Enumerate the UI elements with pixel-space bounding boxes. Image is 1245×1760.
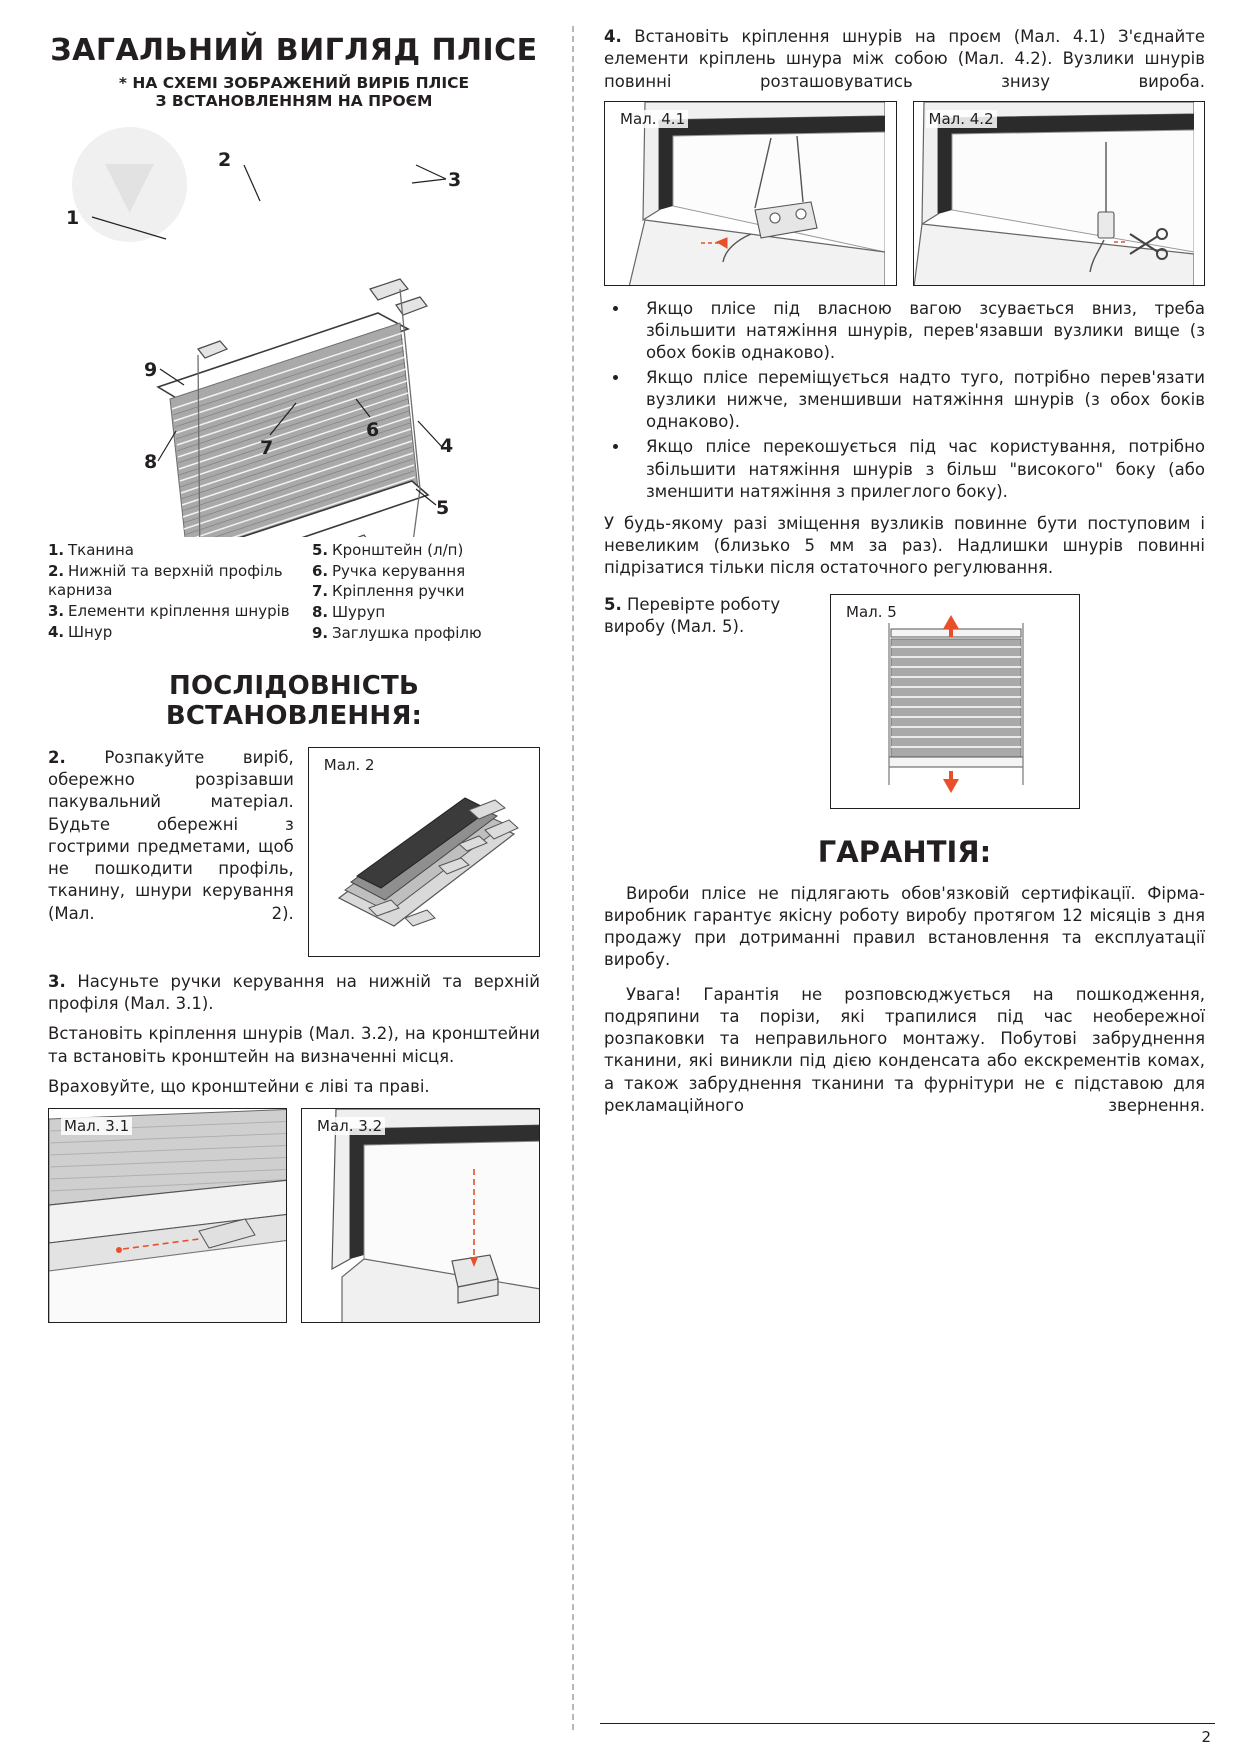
- figure-3-1-illustration: [49, 1109, 287, 1323]
- callout-1: 1: [66, 206, 80, 229]
- callout-5: 5: [436, 496, 450, 519]
- step-4-paragraph: [604, 26, 1205, 93]
- list-item: 4. Шнур: [48, 622, 113, 641]
- page-number: 2: [1201, 1728, 1211, 1746]
- warranty-paragraph-2: Увага! Гарантія не розповсюджується на пошкодження, подряпини та порізи, які трапилися під час необережної розпаковки та неправильного монтажу. Побутові забруднення тканини, які виникли під дією конденсата або екскрементів комах, а також забруднення тканини та фурнітури не є підставою для рекламаційного звернення.: [604, 984, 1205, 1115]
- list-item: 8. Шуруп: [312, 603, 386, 622]
- callout-8: 8: [144, 450, 158, 473]
- callout-7: 7: [260, 436, 274, 459]
- list-item: • Якщо пліcе переміщується надто туго, потрібно перев'язати вузлики нижче, зменшивши натяжіння шнурів (з обох боків однаково).: [630, 367, 1205, 433]
- figure-5-illustration: [831, 595, 1080, 809]
- general-view-diagram: [48, 117, 540, 537]
- step-3-figures: [48, 1108, 540, 1323]
- list-item: 2. Нижній та верхній профіль карниза: [48, 561, 283, 600]
- list-item: • Якщо пліcе під власною вагою зсувається вниз, треба збільшити натяжіння шнурів, перев'язавши вузлики вище (з обох боків однаково).: [630, 298, 1205, 364]
- column-divider: [572, 26, 574, 1730]
- step-2-text: Розпакуйте виріб, обережно розрізавши пакувальний матеріал. Будьте обережні з гострими предметами, щоб не пошкодити профіль, тканину, шнури керування (Мал. 2).: [48, 747, 294, 923]
- figure-3-2-illustration: [302, 1109, 540, 1323]
- step-5-number: 5.: [604, 594, 622, 614]
- step-4-text: Встановіть кріплення шнурів на проєм (Мал. 4.1) З'єднайте елементи кріплень шнура між собою (Мал. 4.2). Вузлики шнурів повинні розташовуватись знизу виробa.: [604, 27, 1205, 91]
- step-4-number: 4.: [604, 27, 622, 46]
- figure-4-2-illustration: [914, 102, 1194, 286]
- figure-4-2-label: Мал. 4.2: [926, 110, 997, 128]
- figure-5: [830, 594, 1080, 809]
- figure-3-1: [48, 1108, 287, 1323]
- step-3-line-1: Насуньте ручки керування на нижній та верхній профіля (Мал. 3.1).: [48, 971, 540, 1014]
- callout-2: 2: [218, 148, 232, 171]
- list-item: 1. Тканина: [48, 540, 134, 559]
- step-3-line-3: Враховуйте, що кронштейни є ліві та праві.: [48, 1076, 430, 1096]
- list-item: 5. Кронштейн (л/п): [312, 540, 464, 559]
- step-3-paragraph-1: [48, 971, 540, 1016]
- page-subtitle-line1: * НА СХЕМІ ЗОБРАЖЕНИЙ ВИРІБ ПЛІСЕ: [118, 73, 470, 92]
- figure-4-1-illustration: [605, 102, 885, 286]
- list-item: 7. Кріплення ручки: [312, 582, 465, 601]
- arrow-down-icon: [943, 771, 959, 793]
- parts-legend: [48, 541, 540, 645]
- step-5-text-wrap: [604, 594, 814, 639]
- figure-2: [308, 747, 540, 957]
- figure-4-1-label: Мал. 4.1: [617, 110, 688, 128]
- warranty-paragraph-1: Вироби пліcе не підлягають обов'язковій сертифікації. Фірма-виробник гарантує якісну роботу виробу протягом 12 місяців з дня продажу при дотриманні правил встановлення та експлуатації виробу.: [604, 883, 1205, 970]
- page-title: ЗАГАЛЬНИЙ ВИГЛЯД ПЛІСЕ: [50, 33, 538, 68]
- list-item: 9. Заглушка профілю: [312, 623, 482, 642]
- adjustment-bullets: [604, 298, 1205, 503]
- callout-4: 4: [440, 434, 454, 457]
- figure-3-2-label: Мал. 3.2: [314, 1117, 385, 1135]
- step-5-block: [604, 594, 1205, 809]
- figure-5-label: Мал. 5: [843, 603, 900, 621]
- step-4-figures: [604, 101, 1205, 286]
- figure-3-2: [301, 1108, 540, 1323]
- callout-3: 3: [448, 168, 462, 191]
- right-column: [596, 26, 1215, 1730]
- step-2-paragraph: [48, 747, 294, 925]
- step-3-line-2: Встановіть кріплення шнурів (Мал. 3.2), на кронштейни та встановіть кронштейн на визначенні місця.: [48, 1024, 540, 1066]
- sequence-title: ПОСЛІДОВНІСТЬ ВСТАНОВЛЕННЯ:: [165, 670, 423, 731]
- step-2-number: 2.: [48, 747, 66, 767]
- footer-rule: [600, 1723, 1215, 1724]
- callout-6: 6: [366, 418, 380, 441]
- list-item: 6. Ручка керування: [312, 561, 466, 580]
- adjustment-note: У будь-якому разі зміщення вузликів повинне бути поступовим і невеликим (близько 5 мм за раз). Надлишки шнурів повинні підрізатися тільки після остаточного регулювання.: [604, 513, 1205, 578]
- step-2-text-wrap: [48, 747, 294, 933]
- figure-2-illustration: [309, 748, 540, 957]
- callout-9: 9: [144, 358, 158, 381]
- warranty-title: ГАРАНТІЯ:: [817, 834, 992, 869]
- figure-4-2: [913, 101, 1206, 286]
- figure-4-1: [604, 101, 897, 286]
- list-item: • Якщо пліcе перекошується під час користування, потрібно збільшити натяжіння шнурів з більш "високого" боку (або зменшити натяжіння з прилеглого боку).: [630, 436, 1205, 502]
- parts-legend-column-left: [48, 541, 298, 645]
- figure-2-label: Мал. 2: [321, 756, 378, 774]
- figure-3-1-label: Мал. 3.1: [61, 1117, 132, 1135]
- left-column: [30, 26, 550, 1730]
- step-5-text: Перевірте роботу виробу (Мал. 5).: [604, 594, 781, 636]
- parts-legend-column-right: [312, 541, 540, 645]
- list-item: 3. Елементи кріплення шнурів: [48, 602, 290, 621]
- callout-leader-lines: [48, 117, 548, 537]
- step-2-block: [48, 747, 540, 957]
- page-subtitle: [48, 74, 540, 111]
- page-subtitle-line2: З ВСТАНОВЛЕННЯМ НА ПРОЄМ: [155, 92, 433, 111]
- watermark-logo: ▼: [72, 127, 187, 242]
- step-3-number: 3.: [48, 971, 66, 991]
